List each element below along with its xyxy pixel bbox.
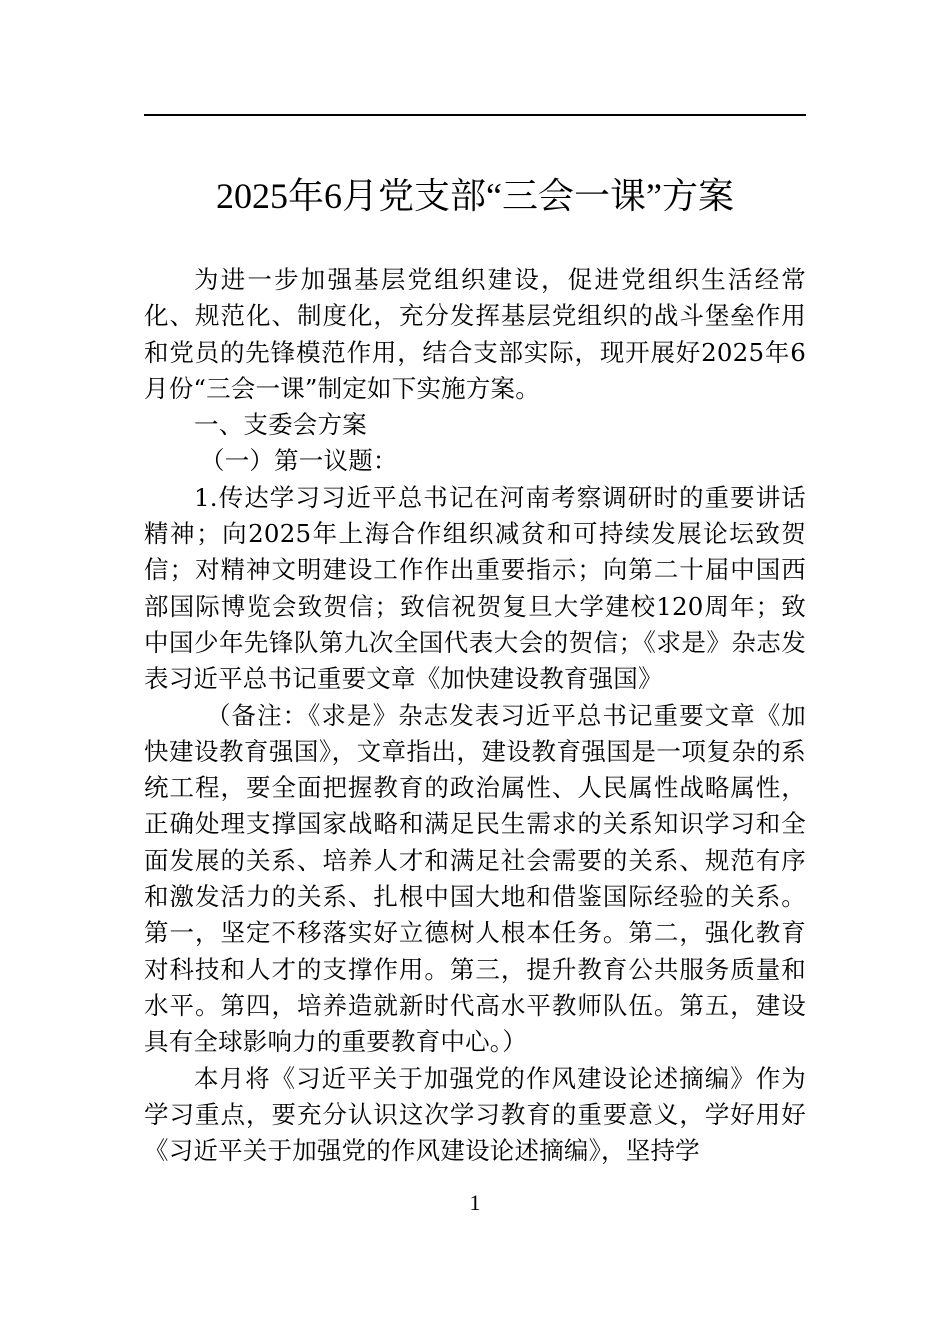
intro-paragraph: 为进一步加强基层党组织建设，促进党组织生活经常化、规范化、制度化，充分发挥基层党组织的战斗堡垒作用和党员的先锋模范作用，结合支部实际，现开展好2025年6月份“三会一课”制定如下实施方案。 [144, 265, 806, 403]
subsection-heading: （一）第一议题： [200, 446, 398, 476]
document-body [144, 262, 806, 1169]
note-paragraph: （备注：《求是》杂志发表习近平总书记重要文章《加快建设教育强国》，文章指出，建设教育强国是一项复杂的系统工程，要全面把握教育的政治属性、人民属性战略属性，正确处理支撑国家战略和满足民生需求的关系知识学习和全面发展的关系、培养人才和满足社会需要的关系、规范有序和激发活力的关系、扎根中国大地和借鉴国际经验的关系。第一，坚定不移落实好立德树人根本任务。第二，强化教育对科技和人才的支撑作用。第三，提升教育公共服务质量和水平。第四，培养造就新时代高水平教师队伍。第五，建设具有全球影响力的重要教育中心。） [144, 700, 806, 1057]
agenda-item-paragraph: 1.传达学习习近平总书记在河南考察调研时的重要讲话精神；向2025年上海合作组织减贫和可持续发展论坛致贺信；对精神文明建设工作作出重要指示；向第二十届中国西部国际博览会致贺信；致信祝贺复旦大学建校120周年；致中国少年先锋队第九次全国代表大会的贺信；《求是》杂志发表习近平总书记重要文章《加快建设教育强国》 [144, 482, 806, 694]
page-number: 1 [469, 1190, 481, 1215]
document-title: 2025年6月党支部“三会一课”方案 [216, 176, 734, 216]
study-focus-paragraph: 本月将《习近平关于加强党的作风建设论述摘编》作为学习重点，要充分认识这次学习教育的重要意义，学好用好《习近平关于加强党的作风建设论述摘编》，坚持学 [144, 1063, 806, 1166]
section-heading: 一、支委会方案 [194, 410, 367, 440]
header-rule [144, 114, 806, 116]
